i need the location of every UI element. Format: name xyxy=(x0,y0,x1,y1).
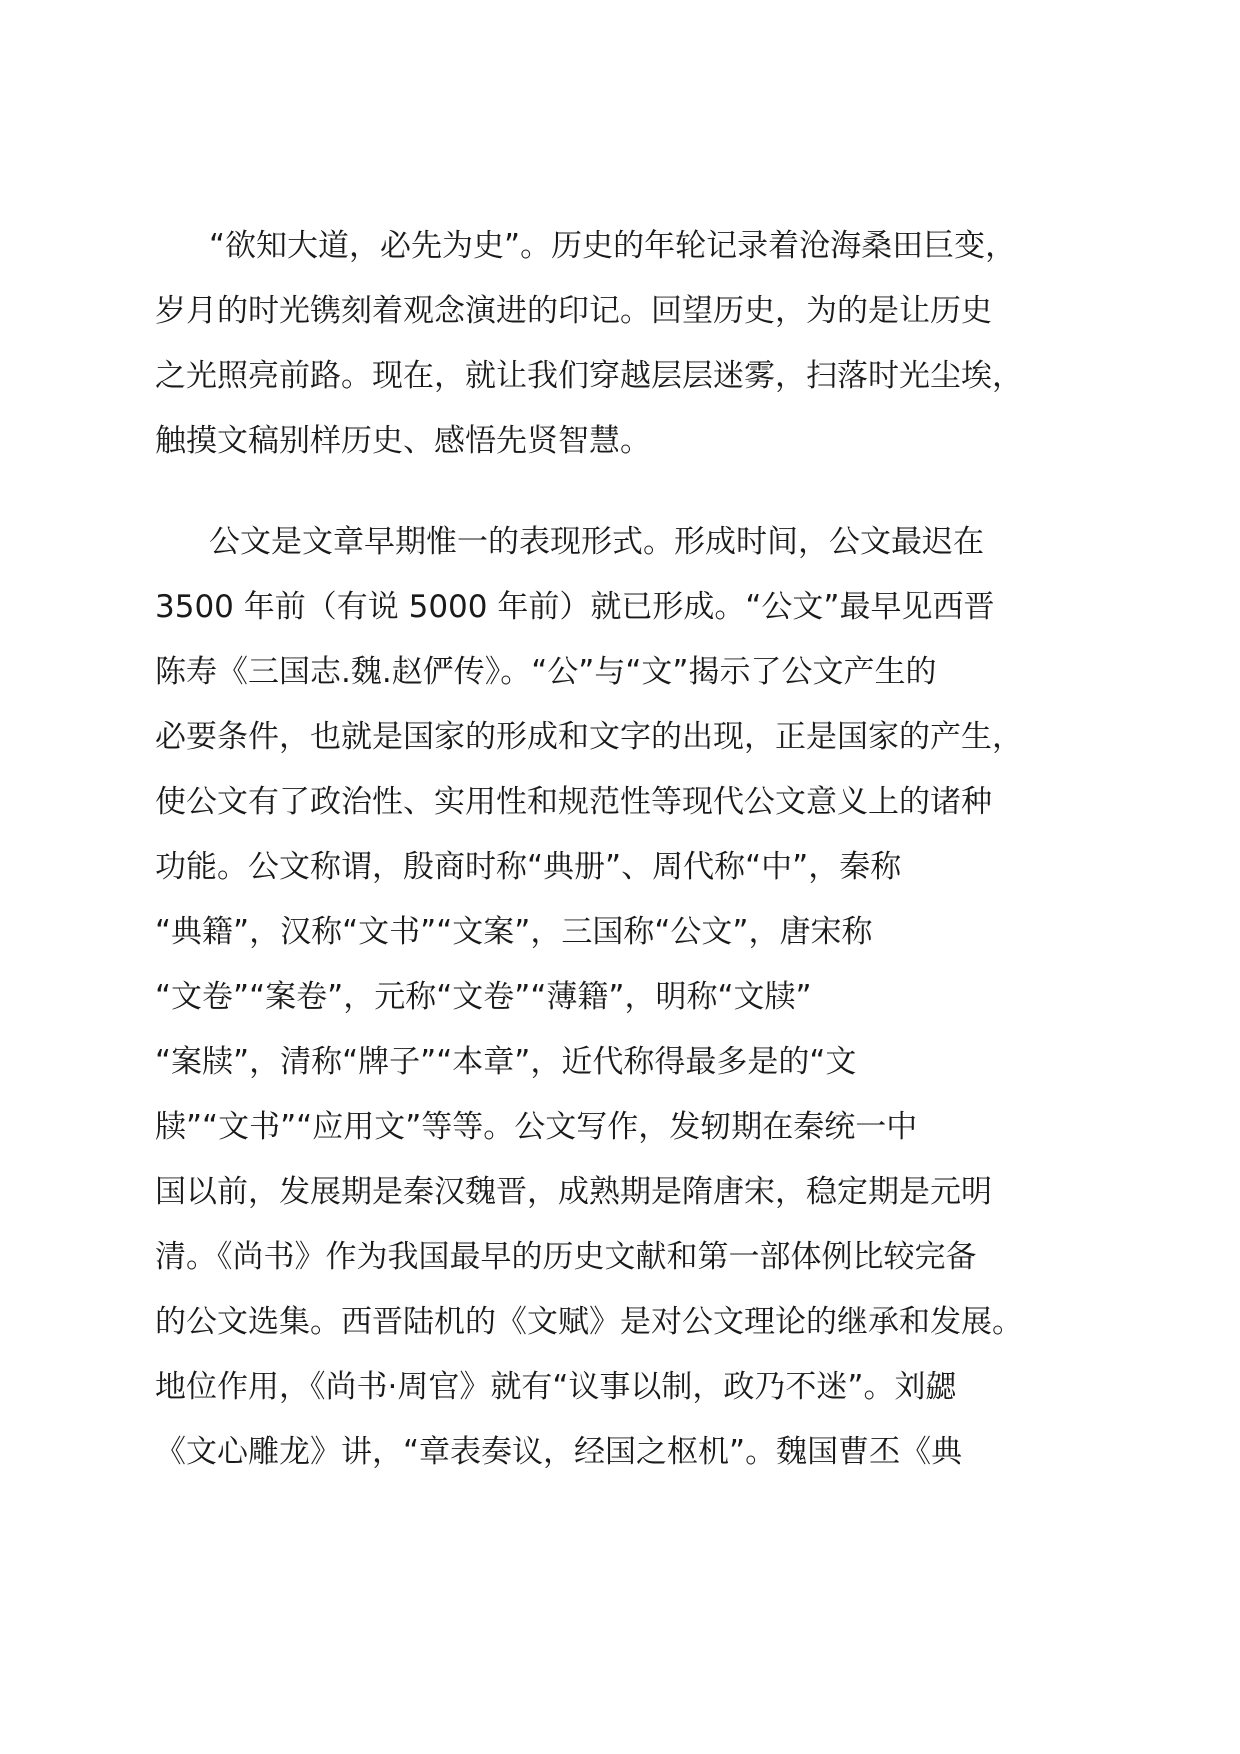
paragraph-line: 触摸文稿别样历史、感悟先贤智慧。 xyxy=(155,423,651,459)
paragraph-line: 功能。公文称谓，殷商时称“典册”、周代称“中”，秦称 xyxy=(155,849,902,885)
paragraph-line: 3500 年前（有说 5000 年前）就已形成。“公文”最早见西晋 xyxy=(155,589,995,625)
paragraph-line: 的公文选集。西晋陆机的《文赋》是对公文理论的继承和发展。 xyxy=(155,1304,1023,1340)
paragraph-line: 牍”“文书”“应用文”等等。公文写作，发轫期在秦统一中 xyxy=(155,1109,918,1145)
paragraph-2 xyxy=(155,510,1095,1485)
paragraph-line: 使公文有了政治性、实用性和规范性等现代公文意义上的诸种 xyxy=(155,784,992,820)
paragraph-line: 《文心雕龙》讲，“章表奏议，经国之枢机”。魏国曹丕《典 xyxy=(155,1434,963,1470)
paragraph-line: “欲知大道，必先为史”。历史的年轮记录着沧海桑田巨变， xyxy=(209,228,1017,264)
paragraph-line: 清。《尚书》作为我国最早的历史文献和第一部体例比较完备 xyxy=(155,1239,977,1275)
paragraph-line: “典籍”，汉称“文书”“文案”，三国称“公文”，唐宋称 xyxy=(155,914,873,950)
paragraph-line: 国以前，发展期是秦汉魏晋，成熟期是隋唐宋，稳定期是元明 xyxy=(155,1174,992,1210)
paragraph-line: 岁月的时光镌刻着观念演进的印记。回望历史，为的是让历史 xyxy=(155,293,992,329)
paragraph-line: “文卷”“案卷”，元称“文卷”“薄籍”，明称“文牍” xyxy=(155,979,812,1015)
paragraph-line: 必要条件，也就是国家的形成和文字的出现，正是国家的产生， xyxy=(155,719,1023,755)
paragraph-line: 公文是文章早期惟一的表现形式。形成时间，公文最迟在 xyxy=(209,524,984,560)
paragraph-line: 陈寿《三国志.魏.赵俨传》。“公”与“文”揭示了公文产生的 xyxy=(155,654,937,690)
paragraph-line: 之光照亮前路。现在，就让我们穿越层层迷雾，扫落时光尘埃， xyxy=(155,358,1023,394)
paragraph-1 xyxy=(155,214,1095,474)
paragraph-line: 地位作用，《尚书·周官》就有“议事以制，政乃不迷”。刘勰 xyxy=(155,1369,957,1405)
paragraph-line: “案牍”，清称“牌子”“本章”，近代称得最多是的“文 xyxy=(155,1044,857,1080)
